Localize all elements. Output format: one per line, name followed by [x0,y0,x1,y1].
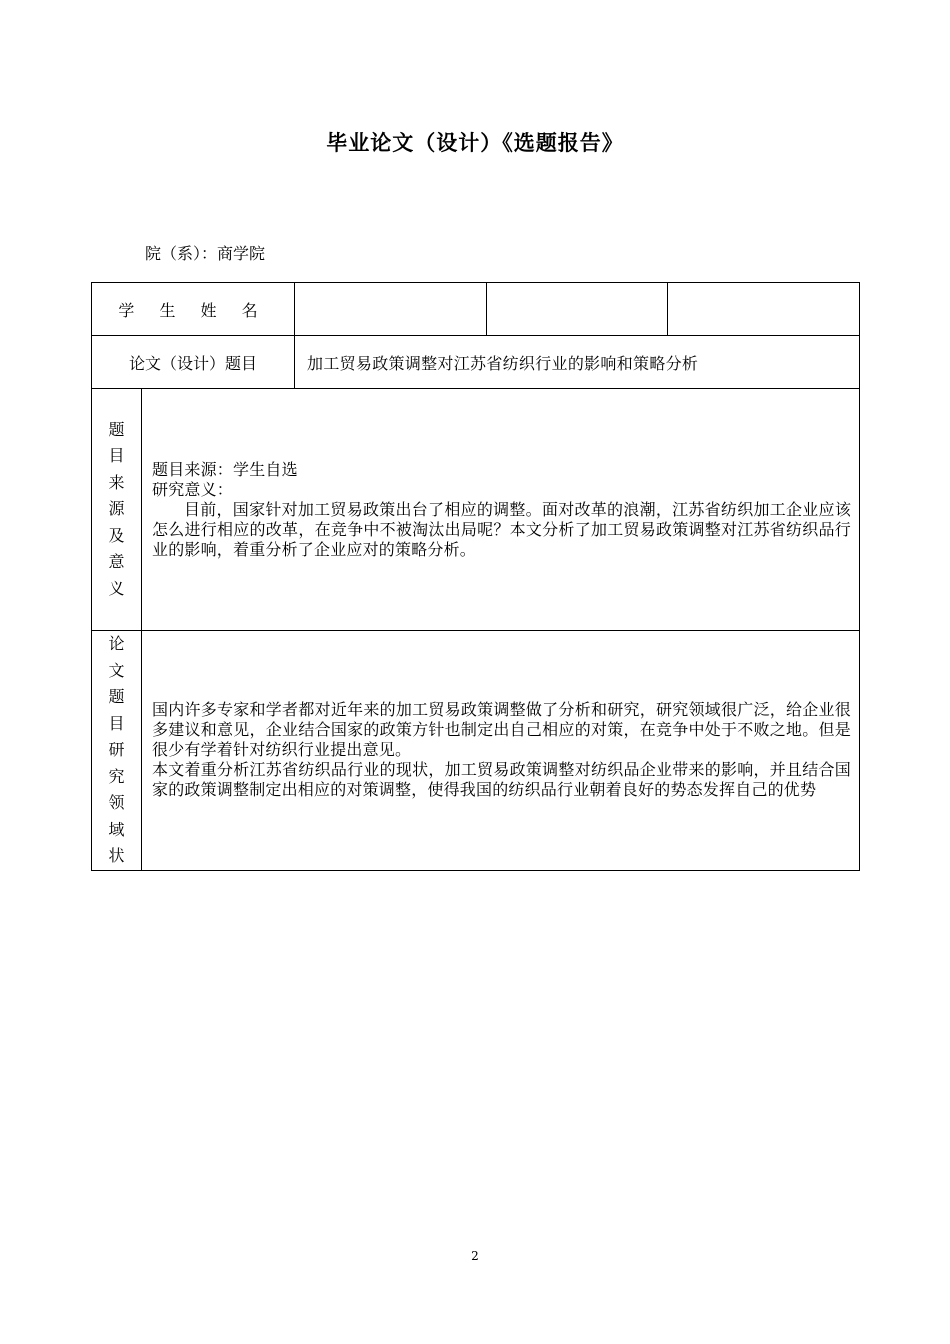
label-char: 领 [108,793,125,812]
research-paragraph-2: 本文着重分析江苏省纺织品行业的现状，加工贸易政策调整对纺织品企业带来的影响，并且结合国家的政策调整制定出相应的对策调整，使得我国的纺织品行业朝着良好的势态发挥自己的优势 [152,760,852,800]
student-name-field[interactable] [295,283,487,336]
significance-text: 目前，国家针对加工贸易政策出台了相应的调整。面对改革的浪潮，江苏省纺织加工企业应该怎么进行相应的改革，在竞争中不被淘汰出局呢？本文分析了加工贸易政策调整对江苏省纺织品行业的影响，着重分析了企业应对的策略分析。 [152,499,852,559]
label-char: 及 [108,525,125,545]
source-significance-label [92,389,142,631]
student-name-label: 学 生 姓 名 [92,283,295,336]
page-number: 2 [471,1249,479,1263]
blank-field-1[interactable] [487,283,668,336]
document-title: 毕业论文（设计）《选题报告》 [326,131,624,155]
label-char: 意 [108,552,125,572]
label-char: 域 [108,819,125,839]
label-char: 义 [108,578,125,598]
department-line: 院（系）：商学院 [145,244,266,263]
label-char: 目 [108,446,125,466]
thesis-topic-row [92,336,860,389]
significance-label: 研究意义： [152,479,234,499]
topic-report-form [91,282,860,871]
thesis-topic-label: 论文（设计）题目 [92,336,295,389]
research-status-row [92,631,860,871]
blank-field-2[interactable] [668,283,860,336]
topic-source-line: 题目来源：学生自选 [152,459,298,479]
label-char: 状 [108,846,125,865]
label-char: 研 [108,740,125,759]
thesis-topic-value[interactable]: 加工贸易政策调整对江苏省纺织行业的影响和策略分析 [295,336,860,389]
label-char: 文 [108,660,125,680]
label-char: 究 [108,766,125,786]
source-significance-row [92,389,860,631]
research-status-content[interactable] [142,631,860,871]
research-status-label [92,631,142,871]
label-char: 目 [108,713,125,733]
label-char: 论 [108,634,125,653]
label-char: 题 [108,419,125,439]
student-name-row [92,283,860,336]
label-char: 源 [108,499,125,519]
research-paragraph-1: 国内许多专家和学者都对近年来的加工贸易政策调整做了分析和研究，研究领域很广泛，给企业很多建议和意见，企业结合国家的政策方针也制定出自己相应的对策，在竞争中处于不败之地。但是很少有学着针对纺织行业提出意见。 [152,700,852,760]
label-char: 来 [108,472,125,492]
label-char: 题 [108,687,125,706]
source-significance-content[interactable] [142,389,860,631]
